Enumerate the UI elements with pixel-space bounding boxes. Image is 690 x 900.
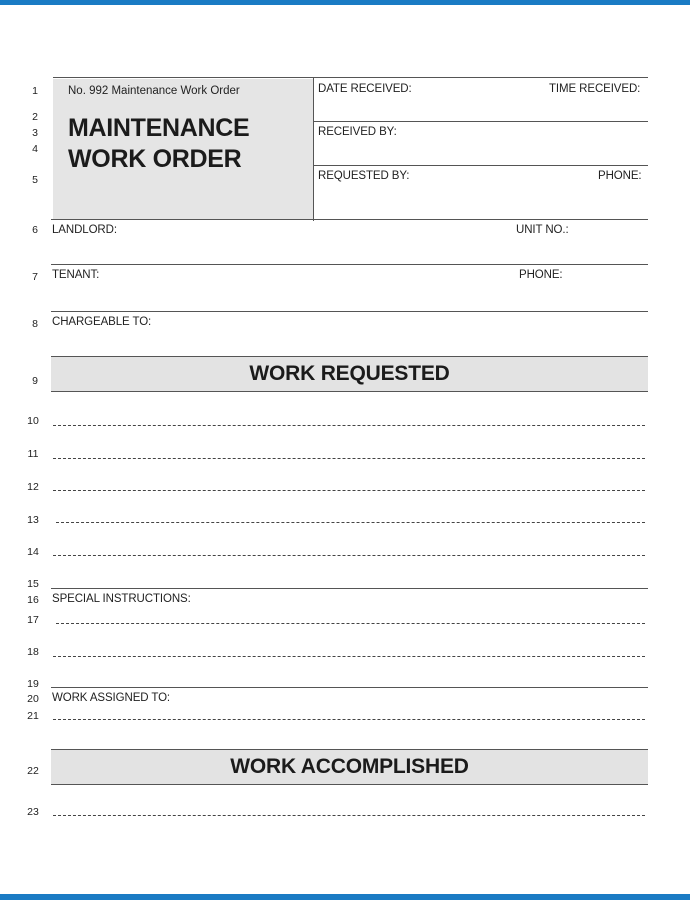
- work-accomplished-title: WORK ACCOMPLISHED: [230, 755, 469, 778]
- tenant-label: TENANT:: [52, 269, 100, 281]
- work-requested-line[interactable]: [56, 522, 645, 523]
- bottom-border: [0, 894, 690, 900]
- line-number: 7: [32, 271, 38, 283]
- date-received-line[interactable]: [314, 121, 648, 122]
- line-number: 10: [27, 415, 39, 427]
- line-number: 6: [32, 224, 38, 236]
- line-number: 3: [32, 127, 38, 139]
- page-title-line2: WORK ORDER: [68, 145, 242, 173]
- line-number: 4: [32, 143, 38, 155]
- line-number: 22: [27, 765, 39, 777]
- page-title-line1: MAINTENANCE: [68, 114, 250, 142]
- line-number: 19: [27, 678, 39, 690]
- special-instructions-label: SPECIAL INSTRUCTIONS:: [52, 593, 191, 605]
- received-by-label: RECEIVED BY:: [318, 126, 397, 138]
- tenant-line[interactable]: [51, 311, 648, 312]
- line-number: 9: [32, 375, 38, 387]
- requested-by-label: REQUESTED BY:: [318, 170, 410, 182]
- chargeable-to-label: CHARGEABLE TO:: [52, 316, 152, 328]
- line-number: 15: [27, 578, 39, 590]
- work-assigned-to-label: WORK ASSIGNED TO:: [52, 692, 171, 704]
- work-requested-header: [51, 356, 648, 392]
- work-requested-line[interactable]: [53, 490, 645, 491]
- line-number: 12: [27, 481, 39, 493]
- landlord-label: LANDLORD:: [52, 224, 117, 236]
- requested-by-line[interactable]: [51, 219, 648, 220]
- work-requested-line[interactable]: [53, 458, 645, 459]
- line-number: 17: [27, 614, 39, 626]
- work-assigned-to-line[interactable]: [53, 719, 645, 720]
- tenant-phone-label: PHONE:: [519, 269, 563, 281]
- work-requested-line[interactable]: [53, 425, 645, 426]
- special-instructions-bottom-rule: [51, 687, 648, 688]
- line-number: 18: [27, 646, 39, 658]
- line-number: 16: [27, 594, 39, 606]
- title-divider: [313, 78, 314, 221]
- date-received-label: DATE RECEIVED:: [318, 83, 412, 95]
- line-number: 11: [27, 448, 39, 460]
- line-number: 8: [32, 318, 38, 330]
- received-by-line[interactable]: [314, 165, 648, 166]
- form-number: No. 992 Maintenance Work Order: [68, 85, 240, 97]
- work-accomplished-line[interactable]: [53, 815, 645, 816]
- line-number: 20: [27, 693, 39, 705]
- landlord-line[interactable]: [51, 264, 648, 265]
- work-requested-bottom-rule: [51, 588, 648, 589]
- line-number: 2: [32, 111, 38, 123]
- work-requested-title: WORK REQUESTED: [249, 362, 450, 385]
- phone-label: PHONE:: [598, 170, 642, 182]
- line-number: 1: [32, 85, 38, 97]
- line-number: 23: [27, 806, 39, 818]
- special-instructions-line[interactable]: [56, 623, 645, 624]
- special-instructions-line[interactable]: [53, 656, 645, 657]
- title-top-rule: [53, 77, 648, 78]
- time-received-label: TIME RECEIVED:: [549, 83, 641, 95]
- unit-no-label: UNIT NO.:: [516, 224, 569, 236]
- line-number: 21: [27, 710, 39, 722]
- line-number: 5: [32, 174, 38, 186]
- line-number: 13: [27, 514, 39, 526]
- line-number: 14: [27, 546, 39, 558]
- work-accomplished-header: [51, 749, 648, 785]
- top-border: [0, 0, 690, 5]
- work-requested-line[interactable]: [53, 555, 645, 556]
